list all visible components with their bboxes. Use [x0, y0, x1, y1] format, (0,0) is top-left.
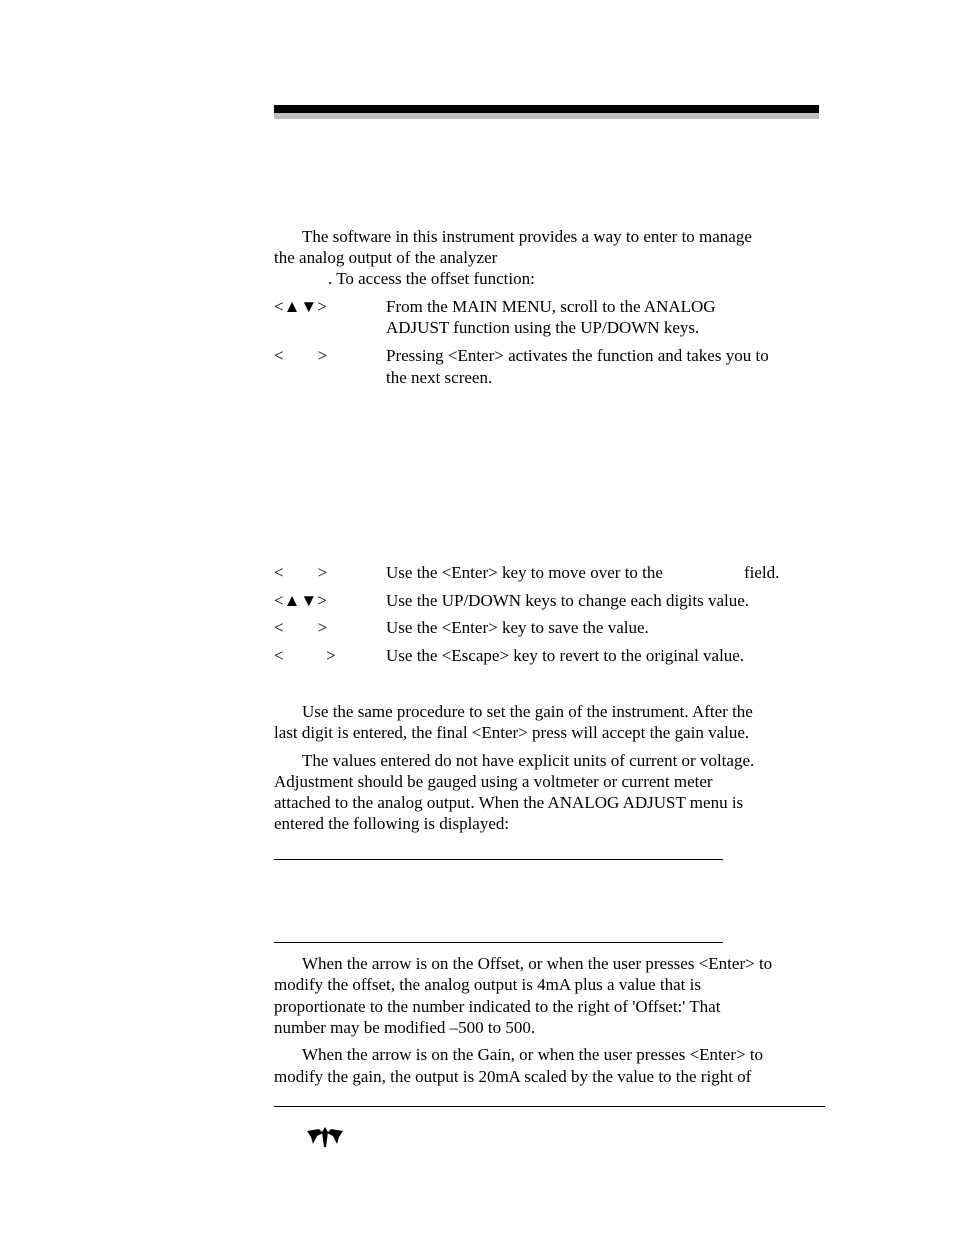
display-box-top-rule — [274, 859, 723, 860]
para-units-line-2: Adjustment should be gauged using a voltmeter or current meter — [274, 772, 713, 791]
para-gain2-line-1: When the arrow is on the Gain, or when the user presses <Enter> to — [302, 1045, 764, 1064]
para-offset-line-2: modify the offset, the analog output is 4mA plus a value that is — [274, 975, 701, 994]
step-text: ADJUST function using the UP/DOWN keys. — [386, 318, 700, 337]
intro-line-2: the analog output of the analyzer — [274, 248, 498, 267]
display-box-bottom-rule — [274, 942, 723, 943]
header-rule-black — [274, 105, 819, 113]
teledyne-logo-icon — [305, 1125, 345, 1149]
step-key-enter: < > — [274, 346, 328, 365]
intro-line-1: The software in this instrument provides a way to enter to manage — [302, 227, 752, 246]
para-units-line-3: attached to the analog output. When the ANALOG ADJUST menu is — [274, 793, 744, 812]
step-key-updown: <▲▼> — [274, 297, 327, 316]
step-key-enter: < > — [274, 618, 328, 637]
step-text: Pressing <Enter> activates the function and takes you to — [386, 346, 769, 365]
para-gain-line-1: Use the same procedure to set the gain of the instrument. After the — [302, 702, 753, 721]
para-offset-line-4: number may be modified –500 to 500. — [274, 1018, 536, 1037]
step-text: Use the UP/DOWN keys to change each digits value. — [386, 591, 750, 610]
step-text-suffix: field. — [744, 563, 780, 582]
step-text: Use the <Escape> key to revert to the original value. — [386, 646, 745, 665]
para-gain-line-2: last digit is entered, the final <Enter> press will accept the gain value. — [274, 723, 750, 742]
para-offset-line-1: When the arrow is on the Offset, or when the user presses <Enter> to — [302, 954, 773, 973]
footer-rule — [274, 1106, 825, 1107]
step-key-updown: <▲▼> — [274, 591, 327, 610]
intro-line-3: . To access the offset function: — [328, 269, 535, 288]
header-rule-gray — [274, 113, 819, 119]
para-offset-line-3: proportionate to the number indicated to the right of 'Offset:' That — [274, 997, 721, 1016]
para-units-line-1: The values entered do not have explicit units of current or voltage. — [302, 751, 755, 770]
step-key-escape: < > — [274, 646, 336, 665]
para-units-line-4: entered the following is displayed: — [274, 814, 510, 833]
step-text: Use the <Enter> key to move over to the — [386, 563, 663, 582]
para-gain2-line-2: modify the gain, the output is 20mA scaled by the value to the right of — [274, 1067, 752, 1086]
step-text: From the MAIN MENU, scroll to the ANALOG — [386, 297, 716, 316]
step-text: Use the <Enter> key to save the value. — [386, 618, 649, 637]
step-key-enter: < > — [274, 563, 328, 582]
step-text: the next screen. — [386, 368, 493, 387]
